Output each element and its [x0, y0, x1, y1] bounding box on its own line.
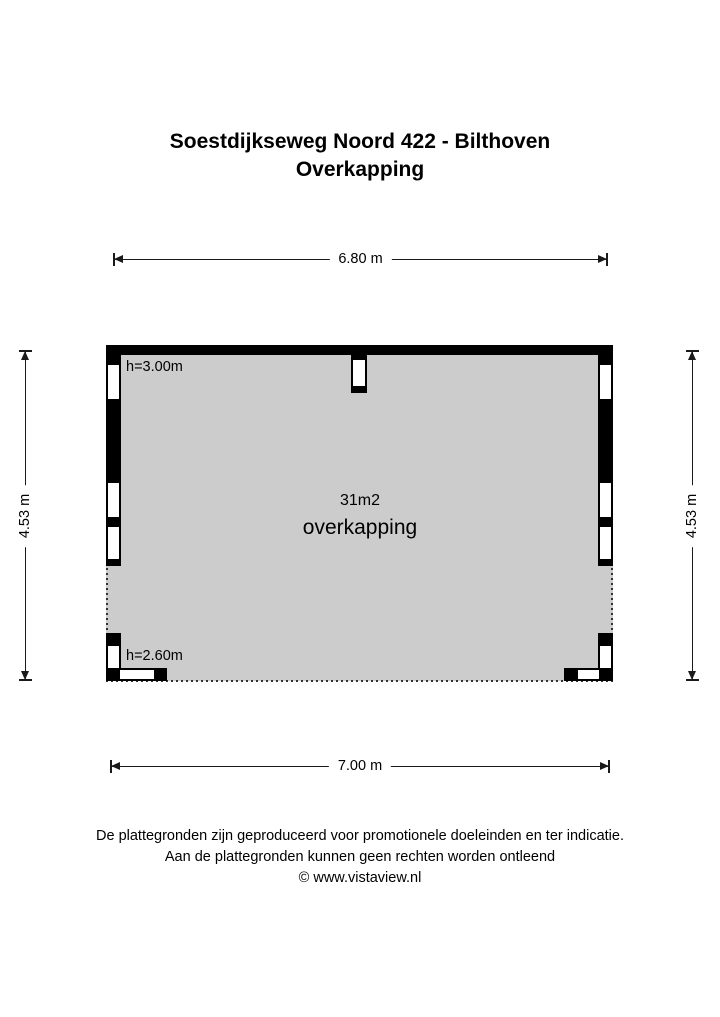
dimension-top-label: 6.80 m: [329, 249, 391, 269]
dimension-bottom-label: 7.00 m: [329, 756, 391, 776]
window-right-1: [600, 365, 611, 399]
window-bottom-right: [600, 646, 611, 671]
dimension-left-label: 4.53 m: [15, 484, 35, 546]
beam-bottom-right-opening: [578, 670, 599, 679]
room-name-label: overkapping: [302, 516, 418, 539]
footer-line-1: De plattegronden zijn geproduceerd voor promotionele doeleinden en ter indicatie.: [96, 828, 624, 844]
height-label-upper: h=3.00m: [126, 359, 183, 375]
footer-disclaimer: [0, 826, 720, 889]
title-address: Soestdijkseweg Noord 422 - Bilthoven: [169, 130, 551, 153]
footer-line-3: © www.vistaview.nl: [298, 870, 422, 886]
window-top-center: [353, 360, 365, 386]
title-subtitle: Overkapping: [295, 158, 425, 181]
beam-bottom-left-opening: [120, 670, 154, 679]
window-left-1: [108, 365, 119, 399]
floor-fill: [106, 345, 613, 681]
height-label-lower: h=2.60m: [126, 648, 183, 664]
room-area-label: 31m2: [339, 492, 381, 509]
footer-line-2: Aan de plattegronden kunnen geen rechten worden ontleend: [164, 849, 556, 865]
window-bottom-left: [108, 646, 119, 671]
dimension-right-label: 4.53 m: [682, 484, 702, 546]
